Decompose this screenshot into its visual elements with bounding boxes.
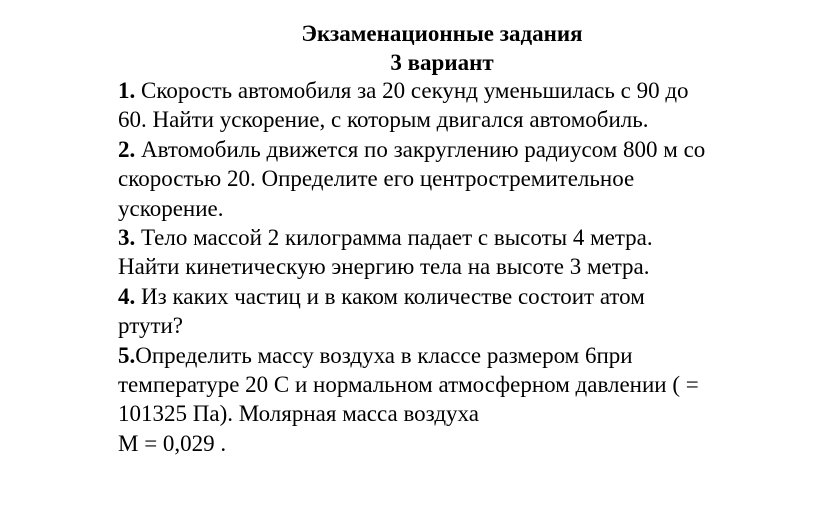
task-text: Определить массу воздуха в классе размером 6при: [135, 342, 633, 368]
document-header: [118, 19, 766, 77]
task-item: [118, 135, 778, 223]
task-text: Найти кинетическую энергию тела на высоте 3 метра.: [118, 254, 650, 280]
task-number: 5.: [118, 342, 136, 368]
task-line: [118, 76, 778, 105]
task-text: ускорение.: [118, 195, 224, 221]
task-line: [118, 135, 778, 164]
task-text: скоростью 20. Определите его центростремительное: [118, 166, 635, 192]
task-number: 3.: [118, 225, 136, 251]
task-line: [118, 341, 778, 370]
task-line: [118, 223, 778, 252]
task-number: 2.: [118, 136, 136, 162]
task-number: 1.: [118, 78, 136, 103]
task-line: [118, 282, 778, 311]
task-text: ртути?: [118, 313, 184, 339]
task-item: [118, 76, 778, 135]
task-item: [118, 341, 778, 459]
variant-label: 3 вариант: [390, 50, 494, 75]
task-text: Тело массой 2 килограмма падает с высоты 4 метра.: [135, 225, 653, 251]
task-text: Автомобиль движется по закруглению радиусом 800 м со: [135, 136, 706, 162]
task-text: Скорость автомобиля за 20 секунд уменьшилась с 90 до: [135, 78, 689, 103]
document-title: Экзаменационные задания: [301, 21, 583, 46]
task-text: М = 0,029 .: [118, 430, 227, 456]
task-list: [118, 76, 778, 458]
task-item: [118, 282, 778, 341]
task-number: 4.: [118, 283, 136, 309]
task-item: [118, 223, 778, 282]
task-text: температуре 20 С и нормальном атмосферном давлении ( =: [118, 372, 699, 398]
task-text: 60. Найти ускорение, с которым двигался автомобиль.: [118, 107, 649, 133]
task-text: Из каких частиц и в каком количестве состоит атом: [135, 283, 645, 309]
task-text: 101325 Па). Молярная масса воздуха: [118, 401, 479, 427]
